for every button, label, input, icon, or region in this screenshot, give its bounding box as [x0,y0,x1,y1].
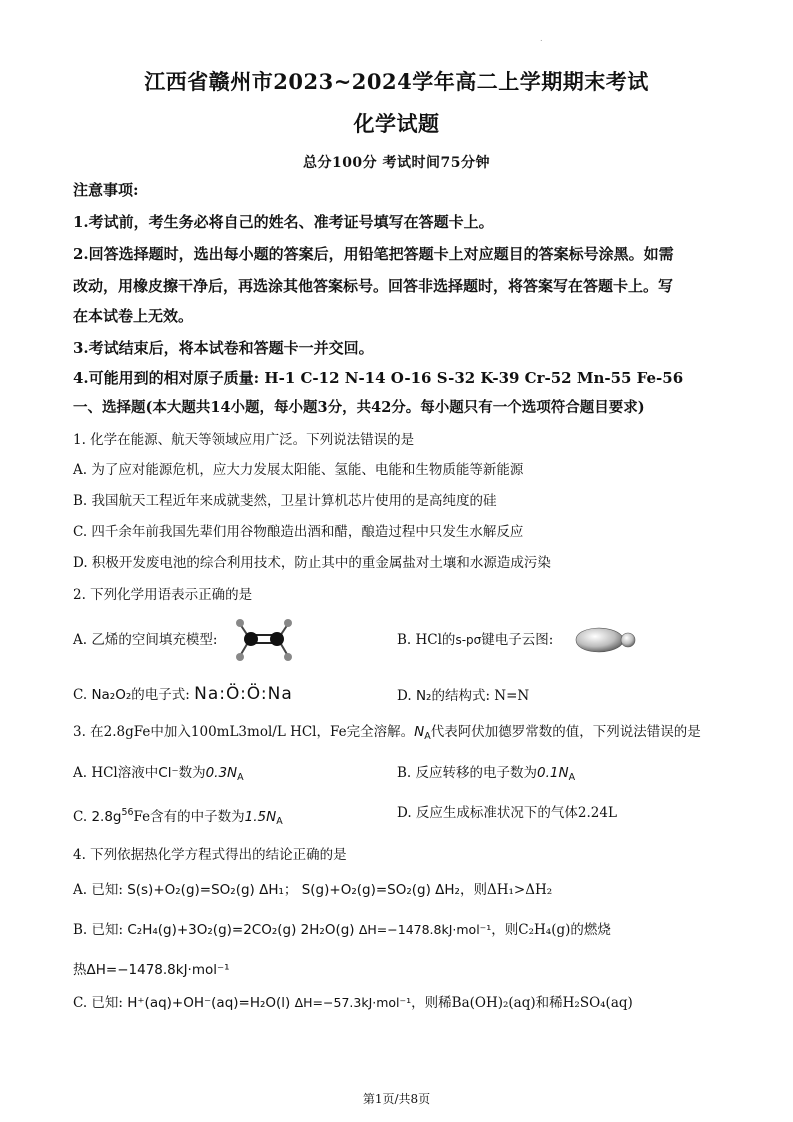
q4-option-b-dh: ΔH=−1478.8kJ·mol⁻¹ [358,922,492,937]
q4-option-c-prefix: C. 已知: [73,995,123,1011]
q3-option-c-value: 1.5N [244,809,277,825]
q2-option-b-bond: s-pσ [455,633,482,647]
q3-option-a-value: 0.3N [205,765,238,781]
q3-option-c-isotope: 56 [121,807,134,818]
note-1: 1.考试前，考生务必将自己的姓名、准考证号填写在答题卡上。 [73,213,494,231]
q3-option-c: C. $2.8g^{56}Fe$含有的中子数为$1.5N_A$ [73,807,283,827]
q4-option-a-prefix: A. 已知: [73,882,123,898]
q3-stem-na: N [414,724,425,740]
q2-option-c-suffix: 的电子式: [131,687,190,703]
q3-option-d: D. 反应生成标准状况下的气体2.24L [397,805,617,821]
hcl-electron-cloud-diagram [572,622,640,658]
exam-meta: 总分100分 考试时间75分钟 [302,155,491,171]
q2-option-d-formula: N₂ [415,688,432,704]
q3-option-a-ion: Cl⁻ [158,765,179,781]
q4-option-b [73,920,723,940]
q3-stem-part2: 代表阿伏加德罗常数的值，下列说法错误的是 [430,724,701,740]
q3-stem-part1: 3. 在2.8gFe中加入100mL3mol/L HCl，Fe完全溶解。 [73,724,415,740]
q2-option-d [397,686,529,706]
q1-option-b: B. 我国航天工程近年来成就斐然，卫星计算机芯片使用的是高纯度的硅 [73,493,497,509]
q1-option-a: A. 为了应对能源危机，应大力发展太阳能、氢能、电能和生物质能等新能源 [73,462,524,478]
q2-option-b-suffix: 键电子云图: [481,632,554,648]
q4-option-c [73,993,723,1013]
q4-option-b-tail [73,960,723,980]
note-2-line1: 2.回答选择题时，选出每小题的答案后，用铅笔把答题卡上对应题目的答案标号涂黑。如需 [73,245,674,263]
q2-option-d-suffix: 的结构式: N=N [431,688,530,704]
q3-option-a: A. HCl溶液中Cl⁻数为$0.3N_A$ [73,765,244,783]
note-2-line3: 在本试卷上无效。 [73,307,194,325]
q3-stem: 3. 在2.8gFe中加入100mL3mol/L HCl，Fe完全溶解。$N_A$代表阿伏加德罗常数的值，下列说法错误的是 [73,724,701,742]
q2-option-c-formula: Na₂O₂ [91,687,132,703]
q3-option-c-mass: 2.8g [91,809,122,825]
q4-option-c-dh: ΔH=−57.3kJ·mol⁻¹ [294,995,412,1010]
q4-option-c-conclusion: ，则稀Ba(OH)₂(aq)和稀H₂SO₄(aq) [411,995,633,1011]
note-2-line2: 改动，用橡皮擦干净后，再选涂其他答案标号。回答非选择题时，将答案写在答题卡上。写 [73,277,674,295]
q3-option-b: B. 反应转移的电子数为$0.1N_A$ [397,765,576,783]
q4-option-a: A. 已知: S(s)+O₂(g)=SO₂(g) ΔH₁； S(g)+O₂(g)=SO₂(g) ΔH₂，则ΔH₁>ΔH₂ [73,882,553,898]
scan-dot: . [540,34,543,43]
exam-subtitle: 化学试题 [353,111,440,136]
q4-option-b-combustion-heat: 热ΔH=−1478.8kJ·mol⁻¹ [73,962,230,978]
note-3: 3.考试结束后，将本试卷和答题卡一并交回。 [73,339,374,357]
q4-option-a-dh1: ΔH₁ [259,882,284,898]
q2-option-d-prefix: D. [397,688,412,704]
q4-option-c-equation: H⁺(aq)+OH⁻(aq)=H₂O(l) [127,995,291,1011]
q3-option-c-prefix: C. [73,809,88,825]
page-number: 第1页/共8页 [362,1092,431,1106]
ethylene-space-filling-model [228,614,308,664]
q4-stem: 4. 下列依据热化学方程式得出的结论正确的是 [73,847,347,863]
q3-option-b-prefix: B. 反应转移的电子数为 [397,765,538,781]
q4-option-b-conclusion: ，则C₂H₄(g)的燃烧 [491,922,611,938]
q3-option-a-prefix: A. HCl溶液中 [73,765,159,781]
q2-option-b [397,630,553,650]
q3-option-c-suffix: Fe含有的中子数为 [133,809,245,825]
q4-option-a-dh2: ΔH₂ [435,882,460,898]
section-heading: 一、选择题(本大题共14小题，每小题3分，共42分。每小题只有一个选项符合题目要求) [73,399,645,416]
exam-title: 江西省赣州市2023~2024学年高二上学期期末考试 [144,69,649,94]
q4-option-b-prefix: B. 已知: [73,922,124,938]
q2-option-c-prefix: C. [73,687,88,703]
na2o2-electron-formula: Na:Ö:Ö:Na [194,684,293,704]
q3-option-b-value: 0.1N [537,765,569,781]
q1-option-c: C. 四千余年前我国先辈们用谷物酿造出酒和醋，酿造过程中只发生水解反应 [73,524,524,540]
q3-option-a-mid: 数为 [178,765,206,781]
q4-option-a-equation1: S(s)+O₂(g)=SO₂(g) [127,882,255,898]
q4-option-a-equation2: S(g)+O₂(g)=SO₂(g) [301,882,431,898]
note-4: 4.可能用到的相对原子质量: H-1 C-12 N-14 O-16 S-32 K-39 Cr-52 Mn-55 Fe-56 [73,369,684,387]
notes-heading: 注意事项: [73,181,139,199]
q4-option-a-conclusion: ，则ΔH₁>ΔH₂ [459,882,553,898]
q1-stem: 1. 化学在能源、航天等领域应用广泛。下列说法错误的是 [73,432,415,448]
q1-option-d: D. 积极开发废电池的综合利用技术，防止其中的重金属盐对土壤和水源造成污染 [73,555,551,571]
q2-option-b-prefix: B. HCl的 [397,632,456,648]
q2-stem: 2. 下列化学用语表示正确的是 [73,587,253,603]
q4-option-b-equation: C₂H₄(g)+3O₂(g)=2CO₂(g) 2H₂O(g) [127,922,355,938]
q2-option-a-label: A. 乙烯的空间填充模型: [73,632,218,648]
